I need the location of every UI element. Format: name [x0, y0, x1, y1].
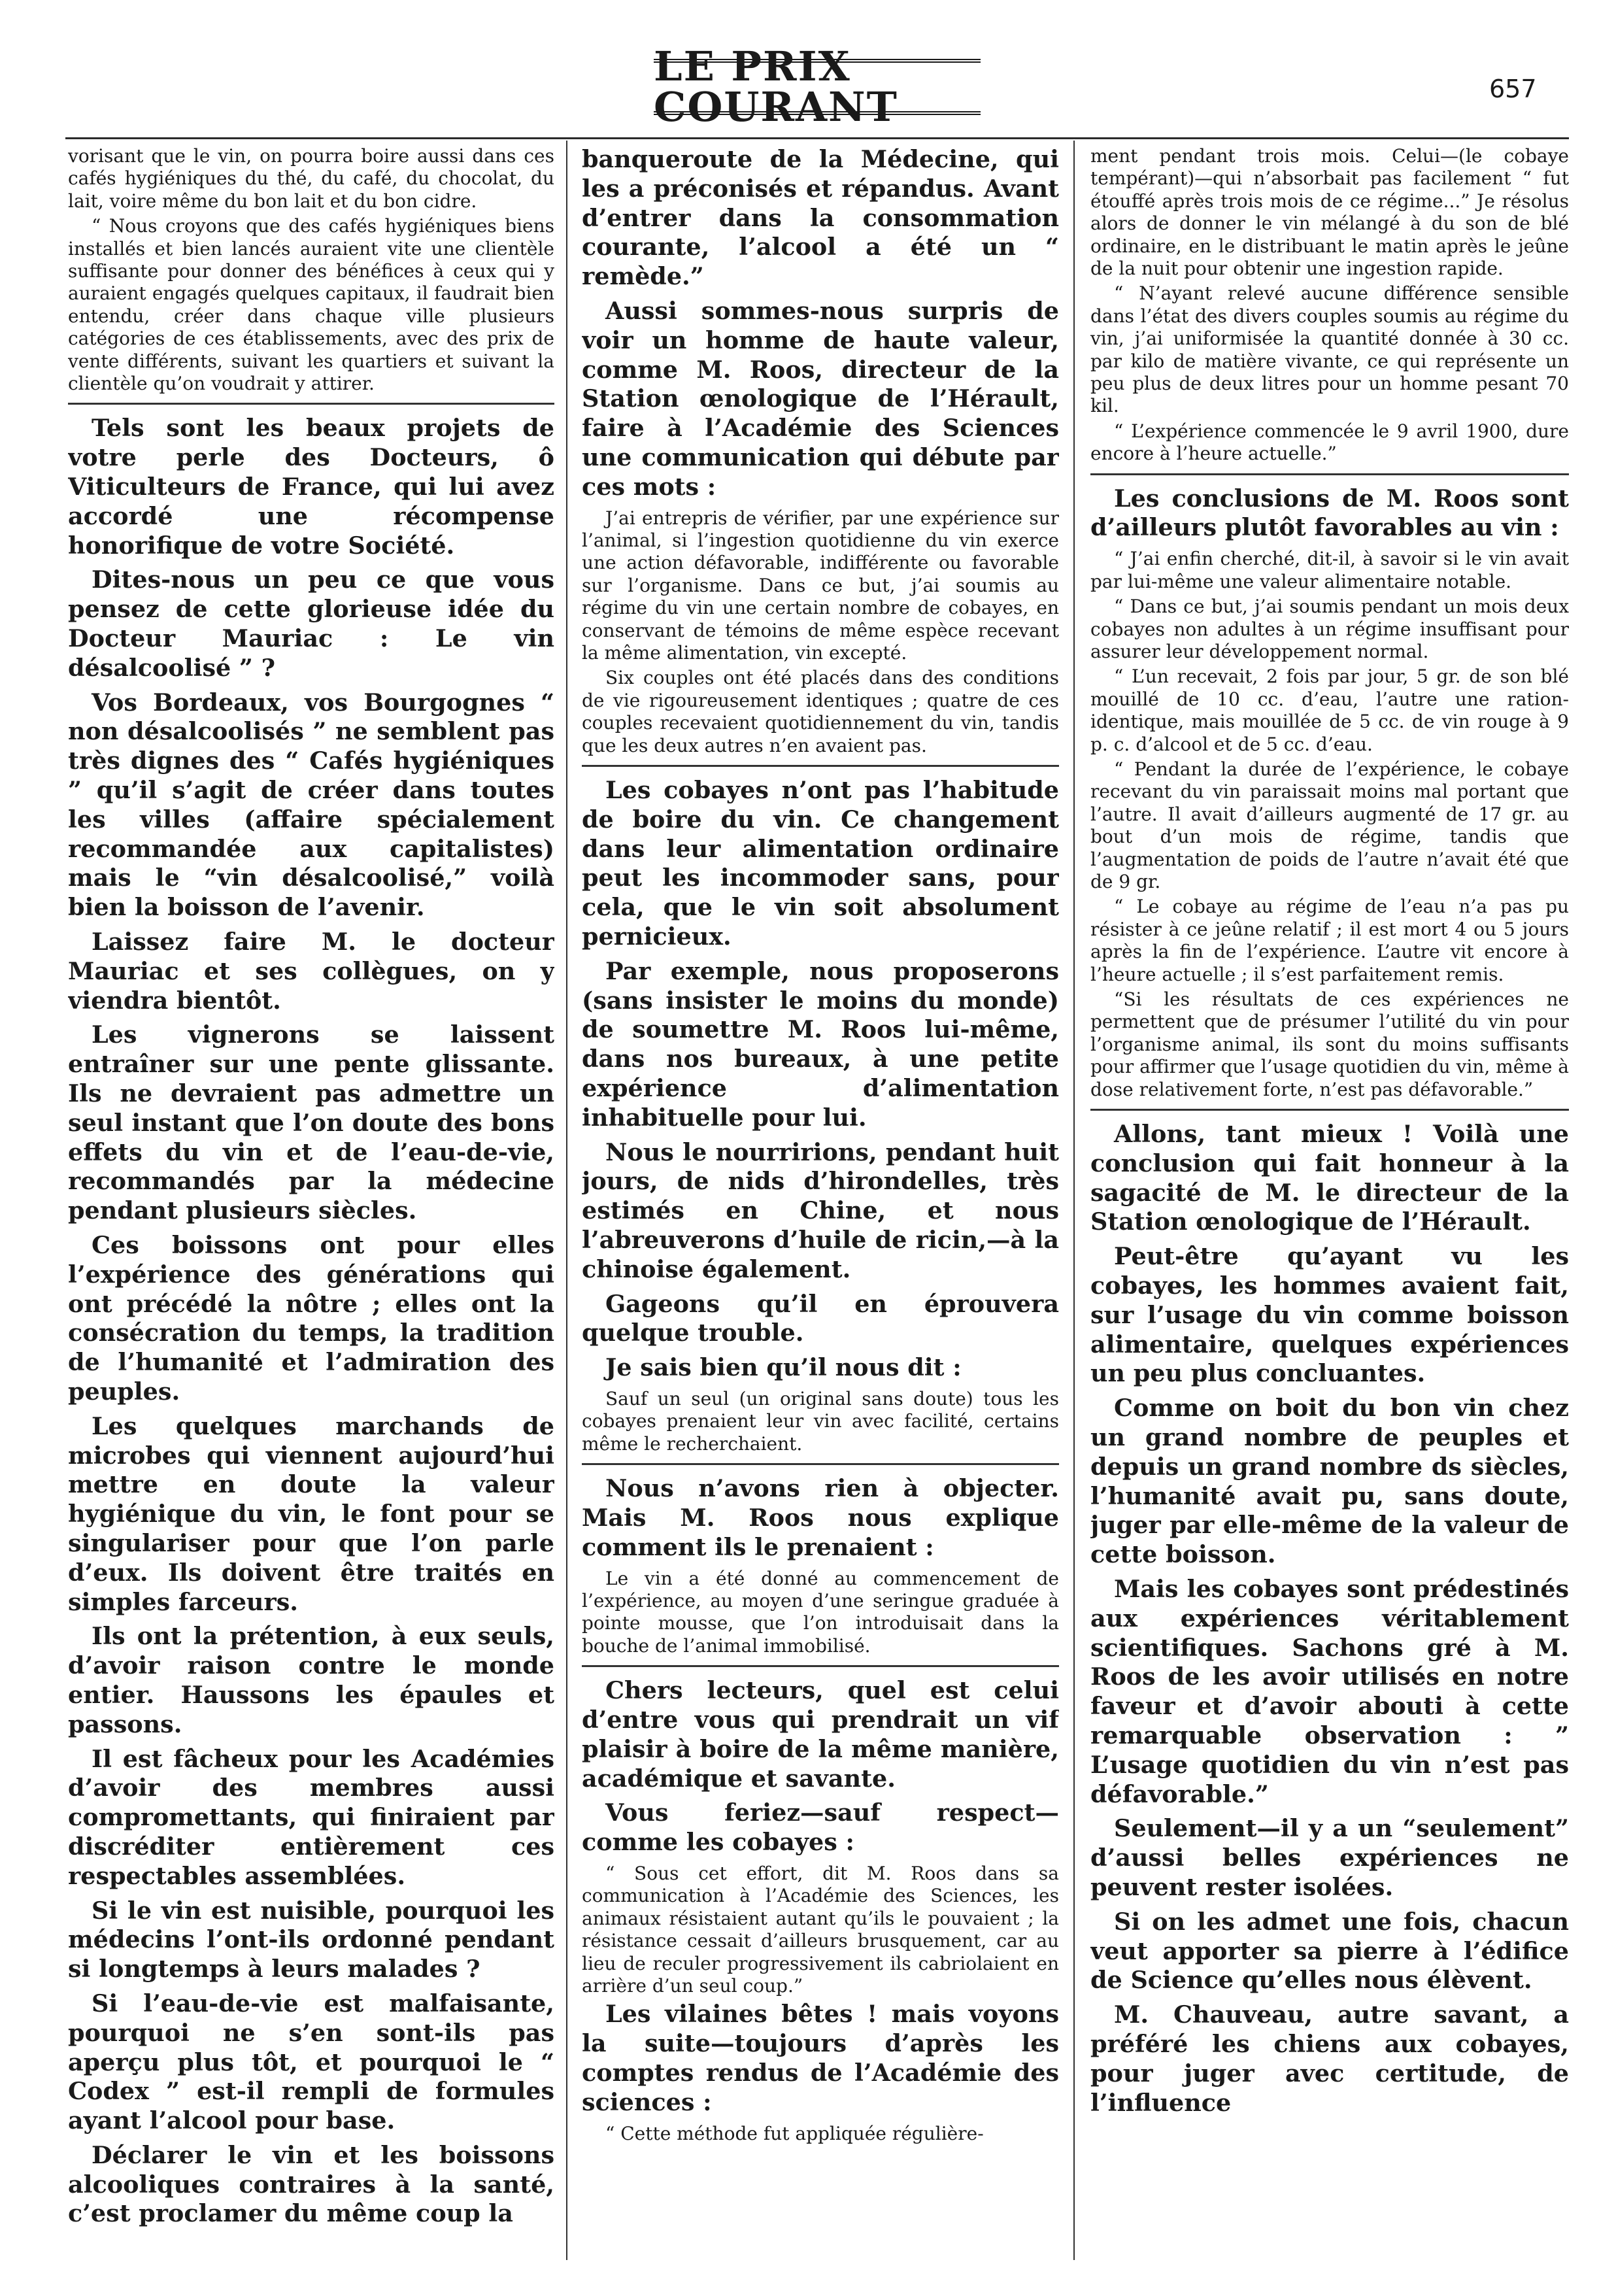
article-paragraph: Déclarer le vin et les boissons alcooliques contraires à la santé, c’est proclamer du même coup la: [68, 2140, 554, 2228]
article-paragraph: Peut-être qu’ayant vu les cobayes, les hommes avaient fait, sur l’usage du vin comme boisson alimentaire, quelques expériences un peu plus concluantes.: [1090, 1242, 1569, 1388]
article-paragraph: Gageons qu’il en éprouvera quelque trouble.: [582, 1289, 1059, 1347]
article-paragraph: Si on les admet une fois, chacun veut apporter sa pierre à l’édifice de Science qu’elles nous élèvent.: [1090, 1907, 1569, 1995]
article-paragraph: Nous n’avons rien à objecter. Mais M. Roos nous explique comment ils le prenaient :: [582, 1474, 1059, 1561]
quote-continuation: ment pendant trois mois. Celui—(le cobaye tempérant)—qui n’absorbait pas facilement “ fut étouffé après trois mois de ce régime...” Je résolus alors de donner le vin mélangé à du son de blé ordinaire, en le distribuant le matin après le jeûne de la nuit pour obtenir une ingestion rapide.: [1090, 145, 1569, 280]
section-rule: [582, 1665, 1059, 1667]
quote-paragraph: “ Dans ce but, j’ai soumis pendant un mois deux cobayes non adultes à un régime insuffisant pour assurer leur développement normal.: [1090, 596, 1569, 662]
quote-paragraph: Six couples ont été placés dans des conditions de vie rigoureusement identiques ; quatre de ces couples recevaient quotidiennement du vin, tandis que les deux autres n’en avaient pas.: [582, 667, 1059, 756]
article-paragraph: Si l’eau-de-vie est malfaisante, pourquoi ne s’en sont-ils pas aperçu plus tôt, et pourquoi le “ Codex ” est-il rempli de formules ayant l’alcool pour base.: [68, 1989, 554, 2135]
article-paragraph: Je sais bien qu’il nous dit :: [605, 1353, 962, 1382]
article-paragraph: Comme on boit du bon vin chez un grand nombre de peuples et depuis un grand nombre ds siècles, l’humanité avait pu, sans doute, juger par elle-même de la valeur de cette boisson.: [1090, 1394, 1569, 1569]
quote-paragraph: J’ai entrepris de vérifier, par une expérience sur l’animal, si l’ingestion quotidienne du vin exerce une action défavorable, indifférente ou favorable sur l’organisme. Dans ce but, j’ai soumis au régime du vin une certain nombre de cobayes, en conservant de témoins de même espèce recevant la même alimentation, vin excepté.: [582, 507, 1059, 664]
article-paragraph: Aussi sommes-nous surpris de voir un homme de haute valeur, comme M. Roos, directeur de la Station œnologique de l’Hérault, faire à l’Académie des Sciences une communication qui débute par ces mots :: [582, 296, 1059, 501]
section-rule: [1090, 1109, 1569, 1111]
article-paragraph: Vous feriez—sauf respect—comme les cobayes :: [582, 1798, 1059, 1857]
article-paragraph: Allons, tant mieux ! Voilà une conclusion qui fait honneur à la sagacité de M. le directeur de la Station œnologique de l’Hérault.: [1090, 1120, 1569, 1236]
article-paragraph: Dites-nous un peu ce que vous pensez de cette glorieuse idée du Docteur Mauriac : Le vin désalcoolisé ” ?: [68, 566, 554, 682]
article-paragraph: Nous le nourririons, pendant huit jours, de nids d’hirondelles, très estimés en Chine, et nous l’abreuverons d’huile de ricin,—à la chinoise également.: [582, 1138, 1059, 1283]
article-paragraph: Tels sont les beaux projets de votre perle des Docteurs, ô Viticulteurs de France, qui lui avez accordé une récompense honorifique de votre Société.: [68, 414, 554, 560]
quote-paragraph: Le vin a été donné au commencement de l’expérience, au moyen d’une seringue graduée à pointe mousse, que l’on introduisait dans la bouche de l’animal immobilisé.: [582, 1567, 1059, 1657]
article-paragraph: M. Chauveau, autre savant, a préféré les chiens aux cobayes, pour juger avec certitude, de l’influence: [1090, 2001, 1569, 2117]
article-paragraph: Chers lecteurs, quel est celui d’entre vous qui prendrait un vif plaisir à boire de la même manière, académique et savante.: [582, 1676, 1059, 1793]
masthead: [0, 42, 1616, 131]
article-paragraph: Laissez faire M. le docteur Mauriac et ses collègues, on y viendra bientôt.: [68, 928, 554, 1015]
quote-paragraph: “ J’ai enfin cherché, dit-il, à savoir si le vin avait par lui-même une valeur alimentaire notable.: [1090, 548, 1569, 592]
article-paragraph: Ils ont la prétention, à eux seuls, d’avoir raison contre le monde entier. Haussons les épaules et passons.: [68, 1622, 554, 1738]
quote-paragraph: “ L’un recevait, 2 fois par jour, 5 gr. de son blé mouillé de 10 cc. d’eau, l’autre une ration-identique, mais mouillée de 5 cc. de vin rouge à 9 p. c. d’alcool et de 5 cc. d’eau.: [1090, 666, 1569, 755]
column-1: [68, 145, 554, 2257]
article-paragraph: Les conclusions de M. Roos sont d’ailleurs plutôt favorables au vin :: [1090, 484, 1569, 542]
column-divider: [566, 141, 567, 2260]
article-paragraph: Vos Bordeaux, vos Bourgognes “ non désalcoolisés ” ne semblent pas très dignes des “ Cafés hygiéniques ” qu’il s’agit de créer dans toutes les villes (affaire spécialement recommandée aux capitalistes) mais le “vin désalcoolisé,” voilà bien la boisson de l’avenir.: [68, 688, 554, 922]
quote-paragraph: “ L’expérience commencée le 9 avril 1900, dure encore à l’heure actuelle.”: [1090, 420, 1569, 465]
article-paragraph: Seulement—il y a un “seulement” d’aussi belles expériences ne peuvent rester isolées.: [1090, 1814, 1569, 1901]
quote-paragraph: “ Pendant la durée de l’expérience, le cobaye recevant du vin paraissait moins mal portant que l’autre. Il avait d’ailleurs augmenté de 17 gr. au bout d’un mois de régime, tandis que l’augmentation de poids de l’autre n’avait été que de 9 gr.: [1090, 758, 1569, 892]
page-number: 657: [1489, 75, 1537, 103]
article-paragraph: Les vilaines bêtes ! mais voyons la suite—toujours d’après les comptes rendus de l’Académie des sciences :: [582, 2000, 1059, 2116]
header-rule: [65, 137, 1569, 139]
quote-paragraph: “ N’ayant relevé aucune différence sensible dans l’état des divers couples soumis au régime du vin, j’ai uniformisée la quantité donnée à 30 cc. par kilo de matière vivante, ce qui représente un peu plus de deux litres pour un homme pesant 70 kil.: [1090, 282, 1569, 417]
section-rule: [582, 1463, 1059, 1465]
article-paragraph: Les quelques marchands de microbes qui viennent aujourd’hui mettre en doute la valeur hygiénique du vin, le font pour se singulariser pour que l’on parle d’eux. Ils doivent être traités en simples farceurs.: [68, 1411, 554, 1616]
article-paragraph: Les cobayes n’ont pas l’habitude de boire du vin. Ce changement dans leur alimentation ordinaire peut les incommoder sans, pour cela, que le vin soit absolument pernicieux.: [582, 776, 1059, 951]
column-3: [1090, 145, 1569, 2257]
column-divider: [1073, 141, 1075, 2260]
quote-paragraph: “ Nous croyons que des cafés hygiéniques biens installés et bien lancés auraient vite une clientèle suffisante pour donner des bénéfices à ceux qui y auraient engagés quelques capitaux, il faudrait bien entendu, créer dans chaque ville plusieurs catégories de ces établissements, avec des prix de vente différents, suivant les quartiers et suivant la clientèle qu’on voudrait y attirer.: [68, 215, 554, 395]
article-paragraph: Mais les cobayes sont prédestinés aux expériences véritablement scientifiques. Sachons gré à M. Roos de les avoir utilisés en notre faveur et d’avoir abouti à cette remarquable observation : ” L’usage quotidien du vin n’est pas défavorable.”: [1090, 1574, 1569, 1808]
section-rule: [1090, 473, 1569, 475]
article-paragraph: Si le vin est nuisible, pourquoi les médecins l’ont-ils ordonné pendant si longtemps à leurs malades ?: [68, 1896, 554, 1984]
section-rule: [68, 403, 554, 405]
article-paragraph: banqueroute de la Médecine, qui les a préconisés et répandus. Avant d’entrer dans la consommation courante, l’alcool a été un “ remède.”: [582, 145, 1059, 291]
section-rule: [582, 765, 1059, 767]
quote-paragraph: “ Sous cet effort, dit M. Roos dans sa communication à l’Académie des Sciences, les animaux résistaient autant qu’ils le pouvaient ; la résistance cessait d’ailleurs brusquement, car au lieu de reculer progressivement ils cabriolaient en arrière d’un seul coup.”: [582, 1862, 1059, 1997]
column-2: [582, 145, 1059, 2257]
article-paragraph: Il est fâcheux pour les Académies d’avoir des membres aussi compromettants, qui finiraient par discréditer entièrement ces respectables assemblées.: [68, 1744, 554, 1890]
quote-continuation: vorisant que le vin, on pourra boire aussi dans ces cafés hygiéniques du thé, du café, du chocolat, du lait, voire même du bon lait et du bon cidre.: [68, 145, 554, 212]
quote-paragraph: Sauf un seul (un original sans doute) tous les cobayes prenaient leur vin avec facilité, certains même le recherchaient.: [582, 1387, 1059, 1455]
article-paragraph: Les vignerons se laissent entraîner sur une pente glissante. Ils ne devraient pas admettre un seul instant que l’on doute des bons effets du vin et de l’eau-de-vie, recommandés par la médecine pendant plusieurs siècles.: [68, 1021, 554, 1225]
newspaper-logo: LE PRIX COURANT: [654, 59, 981, 115]
article-paragraph: Ces boissons ont pour elles l’expérience des générations qui ont précédé la nôtre ; elles ont la consécration du temps, la tradition de l’humanité et l’admiration des peuples.: [68, 1230, 554, 1406]
article-paragraph: Par exemple, nous proposerons (sans insister le moins du monde) de soumettre M. Roos lui-même, dans nos bureaux, à une petite expérience d’alimentation inhabituelle pour lui.: [582, 956, 1059, 1132]
quote-paragraph: “ Le cobaye au régime de l’eau n’a pas pu résister à ce jeûne relatif ; il est mort 4 ou 5 jours après la fin de l’expérience. L’autre vit encore à l’heure actuelle ; il s’est parfaitement remis.: [1090, 896, 1569, 985]
quote-paragraph: “ Cette méthode fut appliquée régulière-: [605, 2122, 984, 2144]
quote-paragraph: “Si les résultats de ces expériences ne permettent que de présumer l’utilité du vin pour l’organisme animal, ils sont du moins suffisants pour affirmer que l’usage quotidien du vin, même à dose relativement forte, n’est pas défavorable.”: [1090, 988, 1569, 1100]
